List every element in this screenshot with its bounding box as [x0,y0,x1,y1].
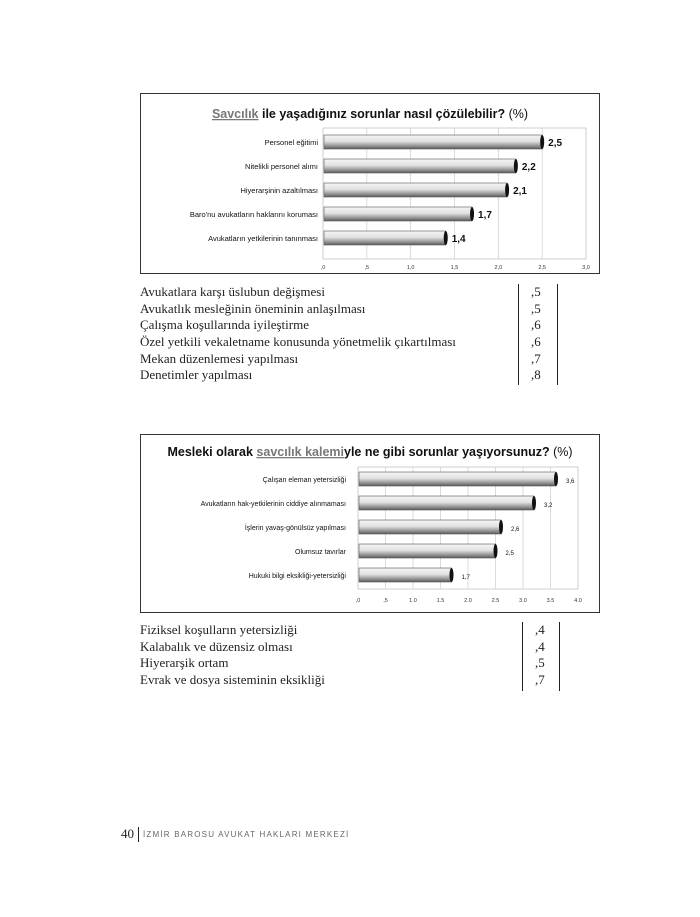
value-label: 1,7 [461,575,470,581]
chart-title: Savcılık ile yaşadığınız sorunlar nasıl çözülebilir? (%) [211,107,529,121]
row-value: ,5 [531,300,541,316]
table-problems [140,622,580,689]
category-label: Olumsuz tavırlar [295,549,346,556]
row-label: Evrak ve dosya sisteminin eksikliği [140,672,325,688]
table-row [140,334,580,351]
category-label: Hukuki bilgi eksikliği-yetersizliği [248,573,346,580]
bar-end-cap [514,159,518,173]
table-row [140,639,580,656]
page-footer [121,826,349,842]
row-label: Avukatlık mesleğinin öneminin anlaşılması [140,300,366,316]
value-label: 3,2 [544,503,553,509]
row-label: Avukatlara karşı üslubun değişmesi [140,284,325,299]
bar [359,496,534,510]
tick-label: 2.0 [464,598,472,604]
tick-label: ,0 [355,598,361,604]
row-value: ,7 [531,350,541,366]
tick-label: 1,5 [450,265,459,271]
table-row [140,284,580,301]
tick-label: 4.0 [574,598,582,604]
category-label: Nitelikli personel alımı [245,162,318,171]
bar-end-cap [444,231,448,245]
bar [324,183,507,197]
category-label: Avukatların hak-yetkilerinin ciddiye alınmaması [200,501,346,508]
row-label: Hiyerarşik ortam [140,655,229,671]
chart-savcilik-solutions [140,93,600,274]
row-label: Özel yetkili vekaletname konusunda yönetmelik çıkartılması [140,334,456,350]
bar [359,520,501,534]
bar [359,472,556,486]
bar [359,544,496,558]
value-label: 1,7 [478,210,492,221]
table-solutions [140,284,580,384]
bar-end-cap [540,135,544,149]
row-value: ,4 [535,638,545,654]
bar [324,159,516,173]
chart-kalem-problems [140,434,600,613]
bar-end-cap [499,520,503,534]
tick-label: 2,0 [494,265,503,271]
row-value: ,6 [531,317,541,333]
category-label: Baro'nu avukatların haklarını koruması [189,210,318,219]
bar-end-cap [532,496,536,510]
category-label: Personel eğitimi [264,138,318,147]
bar [324,231,446,245]
table-row [140,367,580,384]
category-label: Hiyerarşinin azaltılması [240,186,318,195]
tick-label: 2,5 [538,265,546,271]
row-label: Kalabalık ve düzensiz olması [140,638,293,654]
row-label: Denetimler yapılması [140,367,253,383]
tick-label: 1,0 [406,265,415,271]
row-value: ,5 [535,655,545,671]
table-row [140,655,580,672]
table-row [140,351,580,368]
tick-label: 1.0 [409,598,417,604]
value-label: 3,6 [566,479,575,485]
row-value: ,7 [535,672,545,688]
value-label: 2,6 [511,527,520,533]
bar-end-cap [494,544,498,558]
category-label: Çalışan eleman yetersizliği [262,477,346,484]
bar-end-cap [554,472,558,486]
organization-name: İZMİR BAROSU AVUKAT HAKLARI MERKEZİ [143,829,350,839]
table-row [140,301,580,318]
chart-title: Mesleki olarak savcılık kalemiyle ne gibi sorunlar yaşıyorsunuz? (%) [167,445,573,459]
chart-svg [141,94,599,273]
bar [324,207,472,221]
tick-label: 3,0 [582,265,590,271]
tick-label: ,5 [383,598,388,604]
row-label: Mekan düzenlemesi yapılması [140,350,299,366]
value-label: 2,5 [548,138,563,149]
tick-label: ,0 [320,265,326,271]
value-label: 2,1 [513,186,528,197]
page-number: 40 [121,826,134,841]
row-value: ,5 [531,284,541,299]
table-row [140,317,580,334]
category-label: İşlerin yavaş-gönülsüz yapılması [244,525,346,532]
tick-label: 2.5 [491,598,500,604]
bar-end-cap [470,207,474,221]
tick-label: 3.0 [519,598,527,604]
row-label: Çalışma koşullarında iyileştirme [140,317,309,333]
chart-svg [141,435,599,612]
row-value: ,4 [535,622,545,637]
category-label: Avukatların yetkilerinin tanınması [208,234,318,243]
row-label: Fiziksel koşulların yetersizliği [140,622,298,637]
row-value: ,6 [531,334,541,350]
table-row [140,672,580,689]
bar-end-cap [505,183,509,197]
value-label: 1,4 [451,234,466,245]
value-label: 2,2 [521,162,536,173]
value-label: 2,5 [505,551,514,557]
tick-label: ,5 [364,265,370,271]
tick-label: 1.5 [436,598,445,604]
bar [359,568,452,582]
bar-end-cap [450,568,454,582]
bar [324,135,542,149]
divider [138,827,139,842]
table-row [140,622,580,639]
row-value: ,8 [531,367,541,383]
tick-label: 3.5 [546,598,555,604]
